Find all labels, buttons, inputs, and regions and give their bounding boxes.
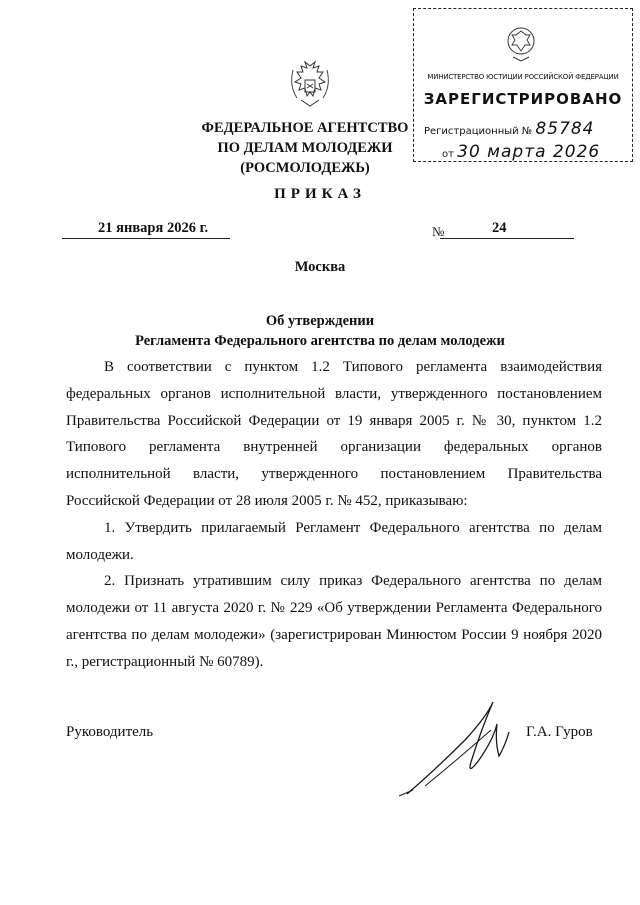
document-subject: [60, 311, 580, 351]
agency-name: [200, 118, 410, 178]
stamp-emblem-icon: [503, 23, 539, 63]
body-paragraph-3: 2. Признать утратившим силу приказ Федерального агентства по делам молодежи от 11 августа 2020 г. № 229 «Об утверждении Регламента Федерального агентства по делам молодежи» (зарегистрирован Минюстом России 9 ноября 2020 г., регистрационный № 60789).: [66, 573, 602, 670]
body-paragraph-2: 1. Утвердить прилагаемый Регламент Федерального агентства по делам молодежи.: [66, 519, 602, 563]
coat-of-arms-emblem: [287, 60, 333, 110]
document-date: 21 января 2026 г.: [98, 220, 209, 236]
handwritten-signature: [395, 690, 535, 802]
date-underline: [62, 238, 230, 239]
stamp-number: 85784: [535, 119, 595, 139]
signer-role: Руководитель: [66, 724, 154, 740]
document-number: 24: [492, 220, 507, 236]
document-city: Москва: [294, 259, 346, 275]
subject-line-2: Регламента Федерального агентства по делам молодежи: [135, 333, 505, 349]
subject-line-1: Об утверждении: [265, 313, 375, 329]
number-sign: №: [432, 224, 445, 239]
body-paragraph-1: В соответствии с пунктом 1.2 Типового регламента взаимодействия федеральных органов исполнительной власти, утвержденного постановлением Правительства Российской Федерации от 19 января 2005 г. № 30, пунктом 1.2 Типового регламента внутренней организации федеральных органов исполнительной власти, утвержденного постановлением Правительства Российской Федерации от 28 июля 2005 г. № 452, приказываю:: [66, 359, 602, 509]
agency-line-3: (РОСМОЛОДЕЖЬ): [240, 160, 370, 176]
stamp-registered: ЗАРЕГИСТРИРОВАНО: [423, 90, 623, 108]
signer-name: Г.А. Гуров: [526, 724, 593, 740]
stamp-ministry: МИНИСТЕРСТВО ЮСТИЦИИ РОССИЙСКОЙ ФЕДЕРАЦИИ: [427, 73, 619, 81]
document-body: [66, 354, 602, 676]
stamp-date-label: от: [442, 149, 454, 160]
document-title: ПРИКАЗ: [274, 186, 366, 202]
stamp-date: 30 марта 2026: [457, 142, 601, 162]
agency-line-2: ПО ДЕЛАМ МОЛОДЕЖИ: [217, 140, 393, 156]
stamp-date-line: [442, 142, 600, 162]
number-underline: [440, 238, 574, 239]
stamp-number-line: [424, 119, 595, 139]
registration-stamp: [413, 8, 633, 162]
stamp-number-label: Регистрационный №: [424, 126, 533, 137]
agency-line-1: ФЕДЕРАЛЬНОЕ АГЕНТСТВО: [201, 120, 409, 136]
